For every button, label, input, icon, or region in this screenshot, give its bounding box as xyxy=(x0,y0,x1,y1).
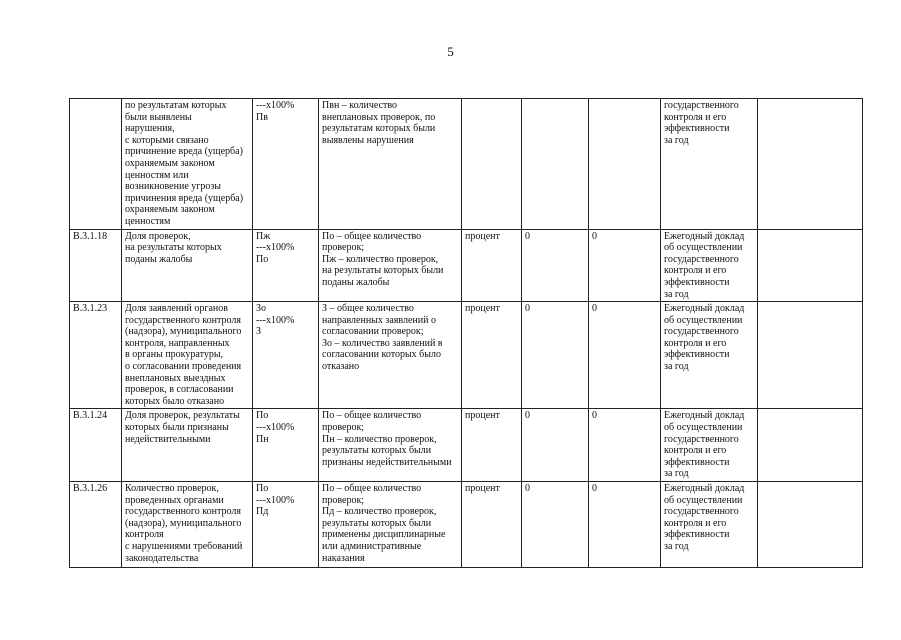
value-1-cell xyxy=(522,99,589,230)
formula-cell xyxy=(253,99,319,230)
unit-cell xyxy=(462,99,522,230)
cell-line: ---х100% xyxy=(256,494,295,506)
cell-line: с нарушениями требований xyxy=(125,540,243,552)
indicator-code-cell xyxy=(70,99,122,230)
value-2-cell: 0 xyxy=(589,229,661,302)
cell-line: за год xyxy=(664,134,689,146)
cell-line: об осуществлении xyxy=(664,314,743,326)
cell-line: за год xyxy=(664,288,689,300)
source-cell xyxy=(661,229,758,302)
cell-line: Пвн – количество xyxy=(322,100,398,111)
value-1-cell: 0 xyxy=(522,229,589,302)
cell-line: контроля и его xyxy=(664,445,727,457)
description-cell xyxy=(319,99,462,230)
cell-line: результаты которых были xyxy=(322,445,432,457)
formula-cell xyxy=(253,229,319,302)
source-cell xyxy=(661,99,758,230)
indicator-name-cell xyxy=(122,482,253,568)
value-2-cell: 0 xyxy=(589,302,661,409)
formula-cell xyxy=(253,409,319,482)
cell-line: государственного xyxy=(664,100,739,111)
cell-line: эффективности xyxy=(664,276,730,288)
cell-line: за год xyxy=(664,540,689,552)
cell-line: об осуществлении xyxy=(664,242,743,254)
cell-line: Зо – количество заявлений в xyxy=(322,337,443,349)
cell-line: эффективности xyxy=(664,123,730,135)
cell-line: проверок; xyxy=(322,422,365,434)
formula-cell xyxy=(253,302,319,409)
cell-line: Доля заявлений органов xyxy=(125,303,228,315)
cell-line: По – общее количество xyxy=(322,230,422,242)
cell-line: контроля и его xyxy=(664,517,727,529)
table-row xyxy=(70,229,863,302)
cell-line: З xyxy=(256,326,262,338)
cell-line: проведенных органами xyxy=(125,494,224,506)
cell-line: Пж – количество проверок, xyxy=(322,253,439,265)
cell-line: Пж xyxy=(256,230,271,242)
cell-line: внеплановых проверок, по xyxy=(322,111,436,123)
cell-line: Доля проверок, xyxy=(125,230,191,242)
cell-line: за год xyxy=(664,361,689,373)
cell-line: государственного xyxy=(664,253,739,265)
cell-line: государственного контроля xyxy=(125,314,241,326)
cell-line: результатам которых были xyxy=(322,123,436,135)
indicator-code-cell: В.3.1.23 xyxy=(70,302,122,409)
source-cell xyxy=(661,409,758,482)
cell-line: Ежегодный доклад xyxy=(664,303,745,315)
cell-line: контроля и его xyxy=(664,111,727,123)
cell-line: З – общее количество xyxy=(322,303,414,315)
cell-line: (надзора), муниципального xyxy=(125,326,242,338)
cell-line: ---х100% xyxy=(256,100,295,111)
description-cell xyxy=(319,409,462,482)
indicators-table xyxy=(69,98,863,568)
cell-line: были выявлены xyxy=(125,111,192,123)
indicator-name-cell xyxy=(122,229,253,302)
source-cell xyxy=(661,482,758,568)
indicator-code-cell: В.3.1.18 xyxy=(70,229,122,302)
note-cell xyxy=(758,229,863,302)
cell-line: которых были признаны xyxy=(125,422,229,434)
cell-line: причинение вреда (ущерба) xyxy=(125,146,243,158)
cell-line: об осуществлении xyxy=(664,422,743,434)
cell-line: охраняемым законом xyxy=(125,157,215,169)
cell-line: По xyxy=(256,483,269,494)
cell-line: на результаты которых были xyxy=(322,265,444,277)
table-row xyxy=(70,302,863,409)
cell-line: По xyxy=(256,253,269,265)
cell-line: поданы жалобы xyxy=(322,276,390,288)
cell-line: в органы прокуратуры, xyxy=(125,349,224,361)
table-row xyxy=(70,482,863,568)
cell-line: об осуществлении xyxy=(664,494,743,506)
unit-cell: процент xyxy=(462,482,522,568)
note-cell xyxy=(758,99,863,230)
cell-line: о согласовании проведения xyxy=(125,361,242,373)
cell-line: недействительными xyxy=(125,433,211,445)
cell-line: законодательства xyxy=(125,552,199,564)
cell-line: эффективности xyxy=(664,349,730,361)
description-cell xyxy=(319,229,462,302)
cell-line: эффективности xyxy=(664,529,730,541)
cell-line: контроля и его xyxy=(664,265,727,277)
unit-cell: процент xyxy=(462,229,522,302)
cell-line: ценностям xyxy=(125,215,171,227)
cell-line: По – общее количество xyxy=(322,410,422,422)
cell-line: Пн – количество проверок, xyxy=(322,433,437,445)
value-1-cell: 0 xyxy=(522,482,589,568)
cell-line: контроля и его xyxy=(664,337,727,349)
cell-line: Количество проверок, xyxy=(125,483,219,494)
cell-line: применены дисциплинарные xyxy=(322,529,446,541)
unit-cell: процент xyxy=(462,409,522,482)
formula-cell xyxy=(253,482,319,568)
cell-line: (надзора), муниципального xyxy=(125,517,242,529)
cell-line: за год xyxy=(664,468,689,480)
cell-line: По – общее количество xyxy=(322,483,422,494)
cell-line: наказания xyxy=(322,552,365,564)
cell-line: проверок; xyxy=(322,242,365,254)
indicator-code-cell: В.3.1.26 xyxy=(70,482,122,568)
cell-line: эффективности xyxy=(664,456,730,468)
value-2-cell: 0 xyxy=(589,409,661,482)
cell-line: возникновение угрозы xyxy=(125,181,222,193)
cell-line: Доля проверок, результаты xyxy=(125,410,240,422)
cell-line: Ежегодный доклад xyxy=(664,483,745,494)
cell-line: или административные xyxy=(322,540,422,552)
cell-line: поданы жалобы xyxy=(125,253,193,265)
cell-line: контроля xyxy=(125,529,164,541)
source-cell xyxy=(661,302,758,409)
note-cell xyxy=(758,302,863,409)
cell-line: проверок, в согласовании xyxy=(125,384,234,396)
cell-line: Ежегодный доклад xyxy=(664,410,745,422)
cell-line: согласовании проверок; xyxy=(322,326,424,338)
cell-line: отказано xyxy=(322,361,360,373)
indicator-code-cell: В.3.1.24 xyxy=(70,409,122,482)
cell-line: Пд xyxy=(256,506,269,518)
cell-line: причинения вреда (ущерба) xyxy=(125,192,244,204)
note-cell xyxy=(758,482,863,568)
indicator-name-cell xyxy=(122,409,253,482)
cell-line: проверок; xyxy=(322,494,365,506)
cell-line: выявлены нарушения xyxy=(322,134,414,146)
cell-line: которых было отказано xyxy=(125,395,225,407)
cell-line: По xyxy=(256,410,269,422)
value-2-cell: 0 xyxy=(589,482,661,568)
cell-line: ---х100% xyxy=(256,422,295,434)
cell-line: результаты которых были xyxy=(322,517,432,529)
cell-line: Пв xyxy=(256,111,268,123)
cell-line: Ежегодный доклад xyxy=(664,230,745,242)
cell-line: ценностям или xyxy=(125,169,189,181)
cell-line: государственного xyxy=(664,506,739,518)
cell-line: с которыми связано xyxy=(125,134,209,146)
table-row xyxy=(70,99,863,230)
cell-line: контроля, направленных xyxy=(125,337,230,349)
cell-line: государственного xyxy=(664,326,739,338)
cell-line: ---х100% xyxy=(256,314,295,326)
table-row xyxy=(70,409,863,482)
cell-line: признаны недействительными xyxy=(322,456,452,468)
cell-line: на результаты которых xyxy=(125,242,222,254)
value-2-cell xyxy=(589,99,661,230)
cell-line: Зо xyxy=(256,303,267,315)
page-number: 5 xyxy=(447,44,454,59)
description-cell xyxy=(319,302,462,409)
cell-line: государственного xyxy=(664,433,739,445)
cell-line: внеплановых выездных xyxy=(125,372,226,384)
value-1-cell: 0 xyxy=(522,409,589,482)
cell-line: Пд – количество проверок, xyxy=(322,506,437,518)
cell-line: охраняемым законом xyxy=(125,204,215,216)
cell-line: государственного контроля xyxy=(125,506,241,518)
cell-line: по результатам которых xyxy=(125,100,227,111)
unit-cell: процент xyxy=(462,302,522,409)
note-cell xyxy=(758,409,863,482)
cell-line: направленных заявлений о xyxy=(322,314,436,326)
cell-line: ---х100% xyxy=(256,242,295,254)
description-cell xyxy=(319,482,462,568)
value-1-cell: 0 xyxy=(522,302,589,409)
cell-line: согласовании которых было xyxy=(322,349,441,361)
indicator-name-cell xyxy=(122,302,253,409)
cell-line: Пн xyxy=(256,433,269,445)
indicator-name-cell xyxy=(122,99,253,230)
cell-line: нарушения, xyxy=(125,123,175,135)
